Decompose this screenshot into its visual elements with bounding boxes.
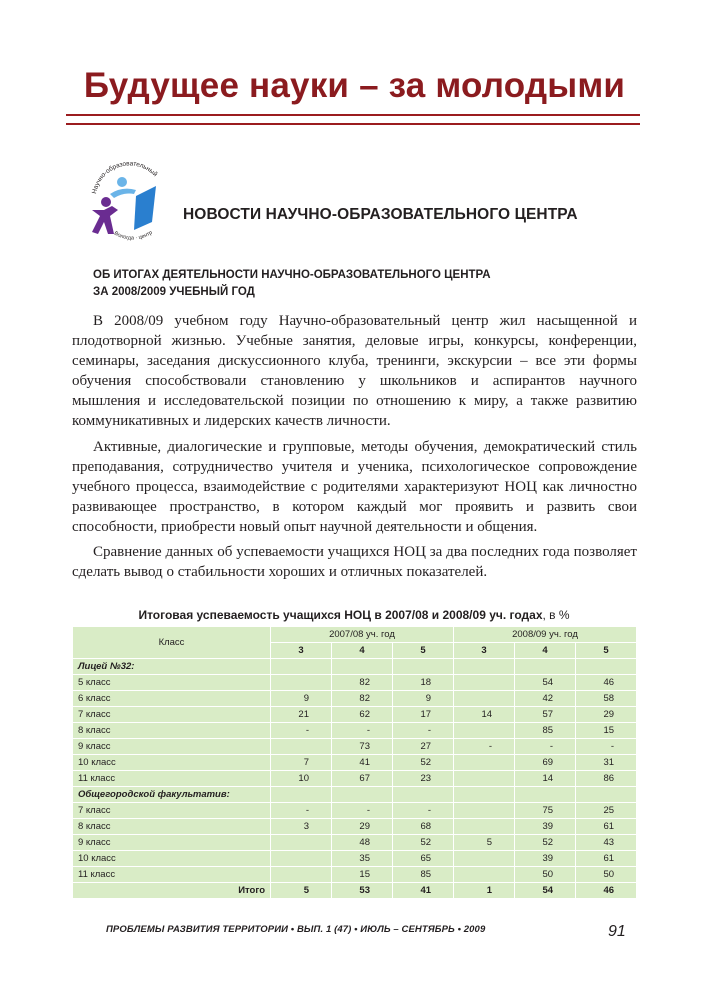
total-cell: 46 [576, 883, 637, 899]
table-row [73, 739, 637, 755]
table-cell [271, 659, 332, 675]
table-cell: 58 [576, 691, 637, 707]
table-body [73, 659, 637, 899]
table-cell: 14 [454, 707, 515, 723]
logo-text-bottom: Вологда · центр [112, 229, 154, 242]
table-cell: 50 [515, 867, 576, 883]
table-cell: - [332, 803, 393, 819]
journal-footer: ПРОБЛЕМЫ РАЗВИТИЯ ТЕРРИТОРИИ • ВЫП. 1 (47) • ИЮЛЬ – СЕНТЯБРЬ • 2009 [106, 924, 486, 935]
table-cell: 21 [271, 707, 332, 723]
table-cell: 62 [332, 707, 393, 723]
total-label: Итого [73, 883, 271, 899]
row-label: 11 класс [73, 771, 271, 787]
table-row [73, 803, 637, 819]
table-cell: - [454, 739, 515, 755]
column-header-grade: 3 [271, 643, 332, 659]
table-cell: 17 [393, 707, 454, 723]
table-caption [72, 608, 636, 622]
table-cell [332, 659, 393, 675]
table-row [73, 867, 637, 883]
table-cell [271, 835, 332, 851]
table-cell [576, 787, 637, 803]
row-label: 8 класс [73, 723, 271, 739]
table-cell [454, 755, 515, 771]
table-cell: 82 [332, 691, 393, 707]
table-cell: 68 [393, 819, 454, 835]
table-cell: 3 [271, 819, 332, 835]
table-cell: 39 [515, 819, 576, 835]
table-group-row [73, 659, 637, 675]
group-label: Общегородской факультатив: [73, 787, 271, 803]
table-cell: 52 [393, 755, 454, 771]
article-heading [93, 267, 491, 301]
table-cell: - [271, 803, 332, 819]
column-header-class: Класс [73, 627, 271, 659]
table-cell [393, 659, 454, 675]
table-cell: 43 [576, 835, 637, 851]
page-number: 91 [608, 923, 626, 940]
row-label: 5 класс [73, 675, 271, 691]
total-cell: 53 [332, 883, 393, 899]
table-cell [271, 851, 332, 867]
figure-arms-icon [110, 189, 136, 198]
table-row [73, 691, 637, 707]
total-cell: 1 [454, 883, 515, 899]
table-cell: - [271, 723, 332, 739]
figure-head-icon [117, 177, 127, 187]
table-cell: 9 [271, 691, 332, 707]
table-cell [454, 803, 515, 819]
table-cell: 52 [515, 835, 576, 851]
table-cell: 75 [515, 803, 576, 819]
row-label: 7 класс [73, 803, 271, 819]
table-cell: 27 [393, 739, 454, 755]
table-cell [576, 659, 637, 675]
table-cell [454, 675, 515, 691]
table-row [73, 723, 637, 739]
total-cell: 41 [393, 883, 454, 899]
table-cell: 7 [271, 755, 332, 771]
table-cell: 15 [332, 867, 393, 883]
table-cell: 25 [576, 803, 637, 819]
table-cell: 31 [576, 755, 637, 771]
row-label: 9 класс [73, 835, 271, 851]
center-logo [84, 160, 174, 246]
table-cell [454, 659, 515, 675]
table-cell: 41 [332, 755, 393, 771]
row-label: 10 класс [73, 851, 271, 867]
table-cell: 15 [576, 723, 637, 739]
table-row [73, 707, 637, 723]
table-cell: 61 [576, 819, 637, 835]
table-cell: 14 [515, 771, 576, 787]
column-header-year1: 2007/08 уч. год [271, 627, 454, 643]
table-cell [332, 787, 393, 803]
table-cell: 85 [515, 723, 576, 739]
row-label: 8 класс [73, 819, 271, 835]
table-header-row [73, 627, 637, 643]
table-cell: 9 [393, 691, 454, 707]
table-cell: 29 [576, 707, 637, 723]
table-cell: 52 [393, 835, 454, 851]
table-cell: 29 [332, 819, 393, 835]
row-label: 7 класс [73, 707, 271, 723]
table-cell: - [332, 723, 393, 739]
column-header-grade: 3 [454, 643, 515, 659]
table-cell: 85 [393, 867, 454, 883]
table-row [73, 675, 637, 691]
table-cell [454, 851, 515, 867]
table-cell: 57 [515, 707, 576, 723]
table-cell: 39 [515, 851, 576, 867]
article-heading-line2: ЗА 2008/2009 УЧЕБНЫЙ ГОД [93, 286, 255, 298]
row-label: 11 класс [73, 867, 271, 883]
table-cell: - [576, 739, 637, 755]
table-group-row [73, 787, 637, 803]
table-cell: 67 [332, 771, 393, 787]
total-cell: 54 [515, 883, 576, 899]
table-cell [454, 771, 515, 787]
table-cell [515, 659, 576, 675]
table-cell: 82 [332, 675, 393, 691]
logo-text-top: Научно-образовательный [91, 160, 159, 195]
paragraph: Активные, диалогические и групповые, методы обучения, демократический стиль преподавания, сотрудничество учителя и ученика, психологическое сопровождение учебного процесса, взаимодействие с родителями характеризуют НОЦ как личностно развивающее пространство, в котором каждый мог проявить и развить свои способности, приобрести новый опыт научной деятельности и общения. [72, 438, 637, 535]
total-cell: 5 [271, 883, 332, 899]
table-cell: 61 [576, 851, 637, 867]
table-cell [393, 787, 454, 803]
table-cell: 46 [576, 675, 637, 691]
table-cell: - [515, 739, 576, 755]
title-rule [66, 114, 640, 125]
table-cell: 73 [332, 739, 393, 755]
table-cell: 5 [454, 835, 515, 851]
table-cell [454, 691, 515, 707]
table-cell: 48 [332, 835, 393, 851]
grades-table [72, 626, 637, 899]
table-cell [454, 723, 515, 739]
table-cell: - [393, 803, 454, 819]
table-cell [271, 675, 332, 691]
table-cell [454, 867, 515, 883]
table-total-row [73, 883, 637, 899]
table-cell: 18 [393, 675, 454, 691]
table-cell: 23 [393, 771, 454, 787]
row-label: 9 класс [73, 739, 271, 755]
column-header-grade: 5 [393, 643, 454, 659]
table-cell: 54 [515, 675, 576, 691]
table-caption-unit: , в % [542, 608, 570, 622]
table-row [73, 851, 637, 867]
table-cell [271, 867, 332, 883]
table-cell: 10 [271, 771, 332, 787]
table-row [73, 755, 637, 771]
table-cell: 50 [576, 867, 637, 883]
article-body [72, 311, 637, 582]
row-label: 10 класс [73, 755, 271, 771]
paragraph: Сравнение данных об успеваемости учащихся НОЦ за два последних года позволяет сделать вывод о стабильности хороших и отличных показателей. [72, 544, 637, 581]
table-cell [454, 787, 515, 803]
table-cell: - [393, 723, 454, 739]
table-cell [515, 787, 576, 803]
column-header-grade: 4 [515, 643, 576, 659]
table-cell: 35 [332, 851, 393, 867]
section-title: НОВОСТИ НАУЧНО-ОБРАЗОВАТЕЛЬНОГО ЦЕНТРА [183, 206, 578, 223]
table-cell [271, 787, 332, 803]
table-row [73, 771, 637, 787]
table-cell: 65 [393, 851, 454, 867]
table-cell [271, 739, 332, 755]
row-label: 6 класс [73, 691, 271, 707]
table-caption-main: Итоговая успеваемость учащихся НОЦ в 2007/08 и 2008/09 уч. годах [138, 608, 543, 622]
table-cell [454, 819, 515, 835]
article-heading-line1: ОБ ИТОГАХ ДЕЯТЕЛЬНОСТИ НАУЧНО-ОБРАЗОВАТЕЛЬНОГО ЦЕНТРА [93, 269, 491, 281]
column-header-year2: 2008/09 уч. год [454, 627, 637, 643]
group-label: Лицей №32: [73, 659, 271, 675]
table-row [73, 819, 637, 835]
paragraph: В 2008/09 учебном году Научно-образовательный центр жил насыщенной и плодотворной жизнью. Учебные занятия, деловые игры, конкурсы, конференции, семинары, заседания дискуссионного клуба, тренинги, экскурсии – все эти формы обучения способствовали становлению у школьников и аспирантов научного мышления и исследовательской позиции по отношению к миру, а также развитию коммуникативных и лидерских качеств личности. [72, 313, 637, 430]
person-icon [92, 206, 118, 234]
table-cell: 42 [515, 691, 576, 707]
person-head-icon [101, 197, 111, 207]
column-header-grade: 4 [332, 643, 393, 659]
column-header-grade: 5 [576, 643, 637, 659]
page-title: Будущее науки – за молодыми [83, 66, 626, 105]
book-icon [134, 186, 156, 230]
table-cell: 69 [515, 755, 576, 771]
table-row [73, 835, 637, 851]
table-cell: 86 [576, 771, 637, 787]
